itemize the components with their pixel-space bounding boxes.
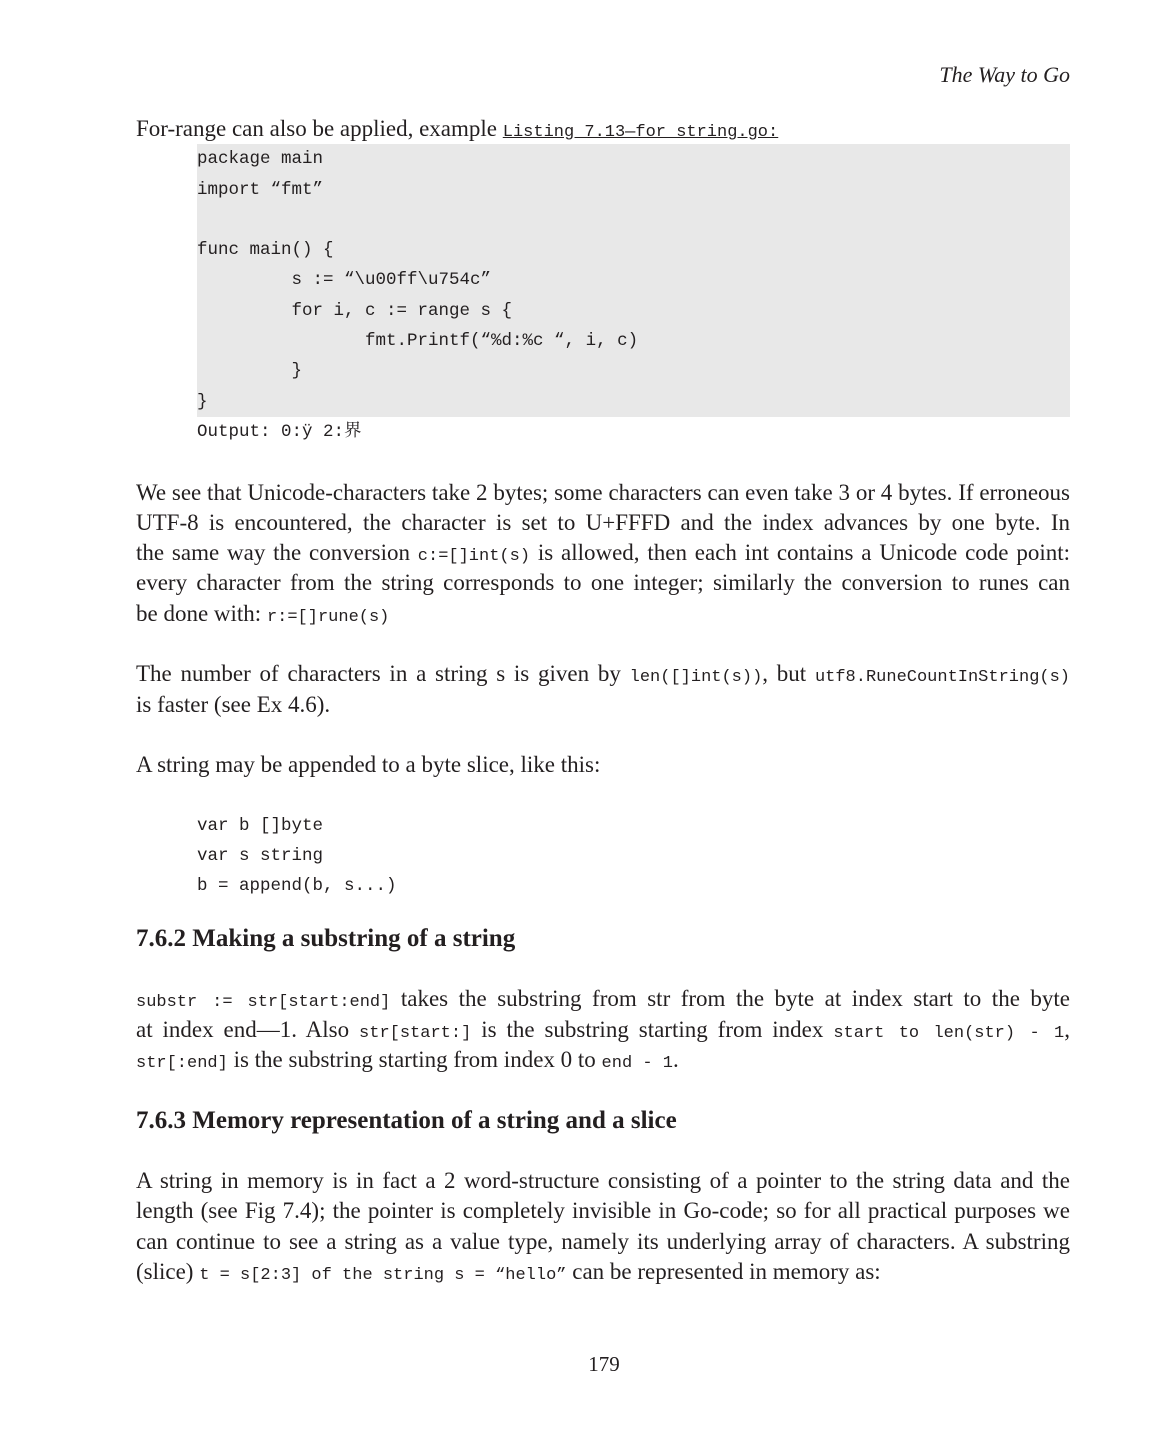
- inline-code: substr := str[start:end]: [136, 993, 391, 1013]
- paragraph: [136, 984, 1070, 1075]
- inline-code: r:=[]rune(s): [266, 607, 390, 627]
- paragraph: [136, 659, 1070, 720]
- inline-code: str[start:]: [359, 1023, 472, 1043]
- code-snippet: [197, 417, 1070, 447]
- text-run: .: [672, 1046, 679, 1072]
- text-run: A string in memory is in fact a 2 word-structure consisting of a pointer to the string data and the: [136, 1168, 1070, 1194]
- text-run: the same way the conversion: [136, 540, 418, 566]
- paragraph: [136, 1166, 1070, 1287]
- page-content: [136, 114, 1070, 1318]
- text-run: ,: [1064, 1016, 1070, 1042]
- text-line: [136, 478, 1070, 508]
- text-run: at index end—1. Also: [136, 1016, 360, 1042]
- code-listing: [197, 144, 1070, 417]
- text-run: We see that Unicode-characters take 2 bytes; some characters can even take 3 or 4 bytes. If erroneous: [136, 479, 1070, 505]
- paragraph: [136, 478, 1070, 629]
- text-line: [136, 1196, 1070, 1226]
- page-number: 179: [588, 1352, 620, 1376]
- inline-code: Listing 7.13—for_string.go:: [502, 123, 779, 142]
- code-line: import “fmt”: [197, 179, 324, 200]
- inline-code: start to len(str) - 1: [833, 1023, 1065, 1043]
- code-line: }: [197, 361, 303, 382]
- text-line: [136, 508, 1070, 538]
- text-line: [136, 659, 1070, 689]
- text-run: , but: [762, 661, 815, 687]
- text-line: [136, 1227, 1070, 1257]
- text-line: [136, 690, 1070, 720]
- text-line: [136, 538, 1070, 568]
- inline-code: len([]int(s)): [629, 668, 763, 688]
- text-run: is faster (see Ex 4.6).: [136, 691, 331, 717]
- text-run: length (see Fig 7.4); the pointer is completely invisible in Go-code; so for all practical purposes we: [136, 1198, 1070, 1224]
- text-run: can continue to see a string as a value type, namely its underlying array of characters. A substring: [136, 1228, 1070, 1254]
- text-run: is allowed, then each int contains a Unicode code point:: [530, 540, 1070, 566]
- text-line: [136, 599, 1070, 629]
- inline-code: t = s[2:3] of the string s = “hello”: [199, 1265, 567, 1285]
- text-run: is the substring starting from index: [471, 1016, 834, 1042]
- code-line: for i, c := range s {: [197, 300, 513, 321]
- text-run: The number of characters in a string s is given by: [136, 661, 630, 687]
- text-run: UTF-8 is encountered, the character is set to U+FFFD and the index advances by one byte. In: [136, 509, 1070, 535]
- paragraph: [136, 114, 1070, 144]
- code-snippet: [197, 811, 1070, 902]
- inline-code: utf8.RuneCountInString(s): [814, 668, 1070, 688]
- inline-code: c:=[]int(s): [417, 547, 531, 567]
- text-run: A string may be appended to a byte slice, like this:: [136, 752, 601, 778]
- text-line: [136, 984, 1070, 1014]
- text-line: [136, 750, 1070, 780]
- text-line: [136, 1257, 1070, 1287]
- text-run: be done with:: [136, 600, 267, 626]
- text-run: (slice): [136, 1258, 200, 1284]
- text-run: takes the substring from str from the byte at index start to the byte: [390, 986, 1070, 1012]
- text-line: [136, 1015, 1070, 1045]
- text-run: every character from the string corresponds to one integer; similarly the conversion to runes can: [136, 570, 1070, 596]
- text-line: [136, 568, 1070, 598]
- code-line: s := “\u00ff\u754c”: [197, 270, 492, 291]
- code-line: package main: [197, 149, 324, 170]
- text-run: can be represented in memory as:: [566, 1258, 881, 1284]
- text-line: [136, 1045, 1070, 1075]
- inline-code: str[:end]: [136, 1053, 228, 1073]
- code-line: b = append(b, s...): [197, 876, 397, 897]
- running-header: The Way to Go: [939, 62, 1070, 87]
- code-line: var s string: [197, 846, 324, 867]
- section-heading: 7.6.3 Memory representation of a string and a slice: [136, 1106, 677, 1134]
- text-line: [136, 1166, 1070, 1196]
- code-line: [197, 205, 1070, 235]
- inline-code: end - 1: [601, 1053, 673, 1073]
- code-line: Output: 0:ÿ 2:界: [197, 421, 362, 442]
- section-heading: 7.6.2 Making a substring of a string: [136, 924, 516, 952]
- text-run: is the substring starting from index 0 to: [227, 1046, 602, 1072]
- code-line: fmt.Printf(“%d:%c “, i, c): [197, 331, 639, 352]
- code-line: func main() {: [197, 240, 334, 261]
- code-line: }: [197, 391, 208, 412]
- text-run: For-range can also be applied, example: [136, 116, 503, 141]
- code-line: var b []byte: [197, 815, 324, 836]
- text-line: [136, 114, 1070, 144]
- paragraph: [136, 750, 1070, 780]
